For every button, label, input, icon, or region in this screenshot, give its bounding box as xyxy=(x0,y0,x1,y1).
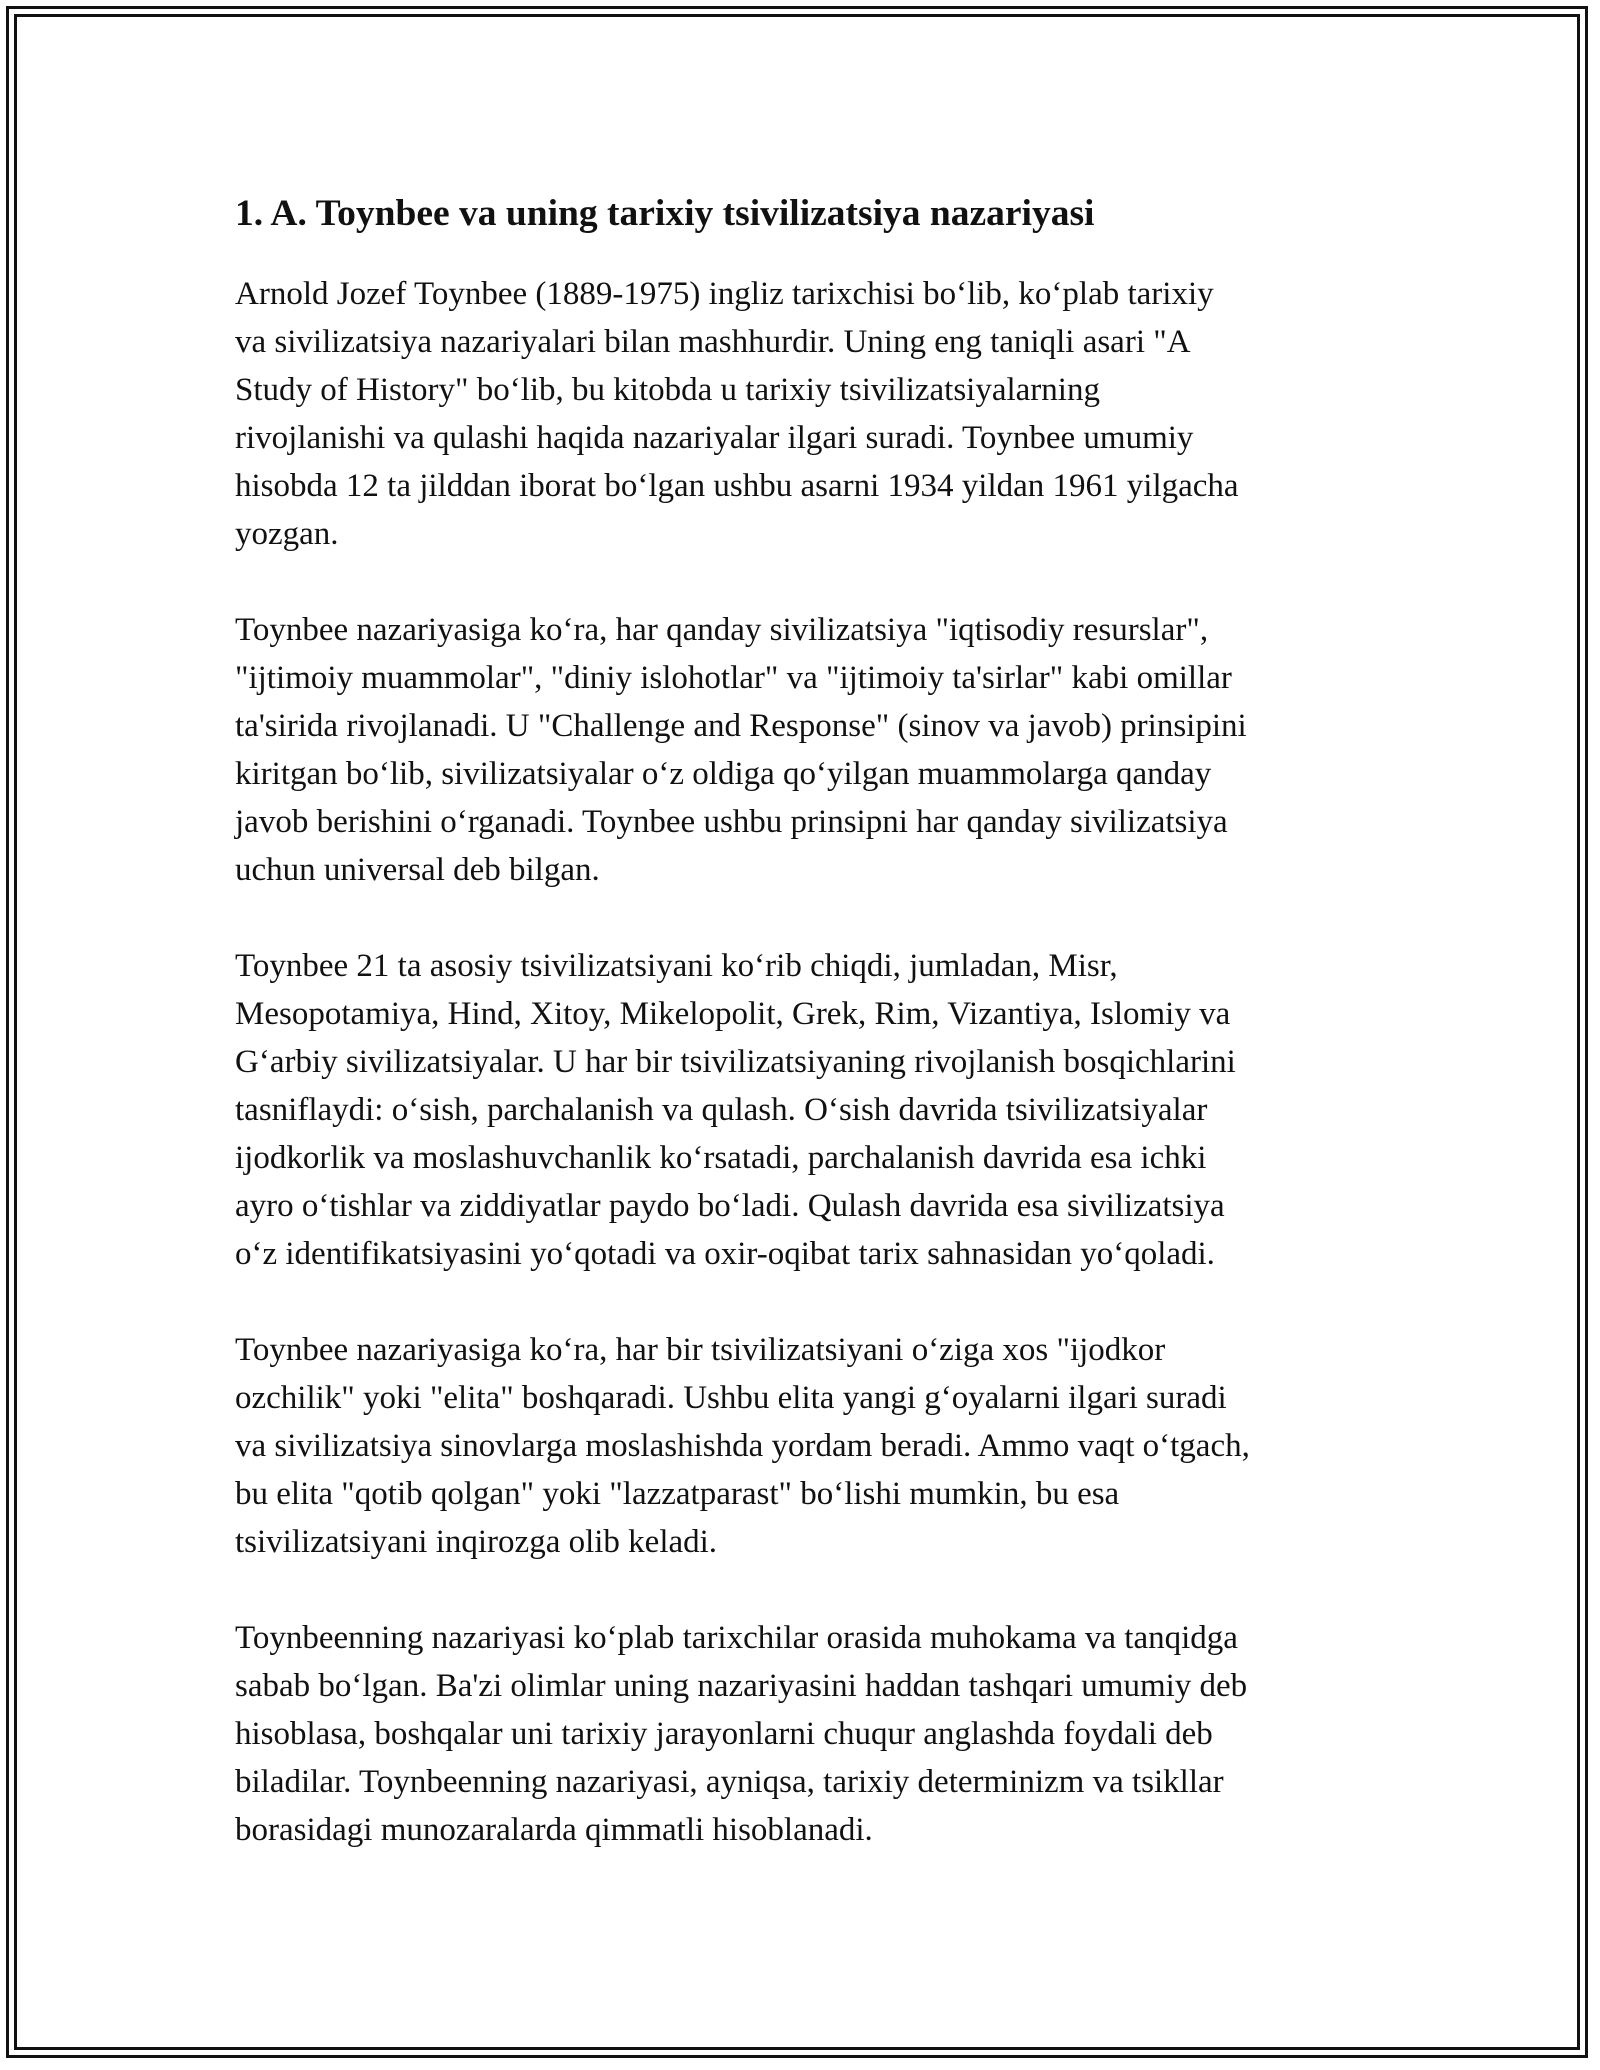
paragraph-line: Toynbee nazariyasiga ko‘ra, har bir tsivilizatsiyani o‘ziga xos "ijodkor xyxy=(235,1332,1166,1368)
paragraph-line: ozchilik" yoki "elita" boshqaradi. Ushbu elita yangi g‘oyalarni ilgari suradi xyxy=(235,1380,1227,1416)
paragraph-line: ta'sirida rivojlanadi. U "Challenge and Response" (sinov va javob) prinsipini xyxy=(235,708,1247,744)
paragraph-line: Study of History" bo‘lib, bu kitobda u tarixiy tsivilizatsiyalarning xyxy=(235,372,1100,408)
paragraph-line: biladilar. Toynbeenning nazariyasi, ayniqsa, tarixiy determinizm va tsikllar xyxy=(235,1764,1224,1800)
paragraph-line: Mesopotamiya, Hind, Xitoy, Mikelopolit, Grek, Rim, Vizantiya, Islomiy va xyxy=(235,996,1231,1032)
paragraph-line: va sivilizatsiya nazariyalari bilan mashhurdir. Uning eng taniqli asari "A xyxy=(235,324,1191,360)
paragraph-line: tsivilizatsiyani inqirozga olib keladi. xyxy=(235,1524,718,1560)
paragraph-line: sabab bo‘lgan. Ba'zi olimlar uning nazariyasini haddan tashqari umumiy deb xyxy=(235,1668,1248,1704)
paragraph-line: rivojlanishi va qulashi haqida nazariyalar ilgari suradi. Toynbee umumiy xyxy=(235,420,1194,456)
section-heading: 1. A. Toynbee va uning tarixiy tsivilizatsiya nazariyasi xyxy=(235,193,1095,234)
paragraph xyxy=(235,1614,1375,1854)
paragraph xyxy=(235,270,1375,558)
paragraph-line: ayro o‘tishlar va ziddiyatlar paydo bo‘ladi. Qulash davrida esa sivilizatsiya xyxy=(235,1188,1225,1224)
paragraph-list xyxy=(235,270,1375,1854)
paragraph-line: G‘arbiy sivilizatsiyalar. U har bir tsivilizatsiyaning rivojlanish bosqichlarini xyxy=(235,1044,1236,1080)
paragraph-line: Toynbee 21 ta asosiy tsivilizatsiyani ko‘rib chiqdi, jumladan, Misr, xyxy=(235,948,1118,984)
paragraph-line: tasniflaydi: o‘sish, parchalanish va qulash. O‘sish davrida tsivilizatsiyalar xyxy=(235,1092,1208,1128)
paragraph-line: hisoblasa, boshqalar uni tarixiy jarayonlarni chuqur anglashda foydali deb xyxy=(235,1716,1213,1752)
paragraph xyxy=(235,1326,1375,1566)
paragraph-line: va sivilizatsiya sinovlarga moslashishda yordam beradi. Ammo vaqt o‘tgach, xyxy=(235,1428,1250,1464)
paragraph-line: Toynbeenning nazariyasi ko‘plab tarixchilar orasida muhokama va tanqidga xyxy=(235,1620,1238,1656)
paragraph-line: uchun universal deb bilgan. xyxy=(235,852,600,888)
paragraph-line: "ijtimoiy muammolar", "diniy islohotlar" va "ijtimoiy ta'sirlar" kabi omillar xyxy=(235,660,1232,696)
paragraph-line: borasidagi munozaralarda qimmatli hisoblanadi. xyxy=(235,1812,873,1848)
paragraph-line: kiritgan bo‘lib, sivilizatsiyalar o‘z oldiga qo‘yilgan muammolarga qanday xyxy=(235,756,1212,792)
paragraph-line: o‘z identifikatsiyasini yo‘qotadi va oxir-oqibat tarix sahnasidan yo‘qoladi. xyxy=(235,1236,1215,1272)
document-body xyxy=(235,186,1375,1902)
paragraph-line: ijodkorlik va moslashuvchanlik ko‘rsatadi, parchalanish davrida esa ichki xyxy=(235,1140,1207,1176)
paragraph-line: bu elita "qotib qolgan" yoki "lazzatparast" bo‘lishi mumkin, bu esa xyxy=(235,1476,1120,1512)
paragraph-line: yozgan. xyxy=(235,516,339,552)
paragraph xyxy=(235,606,1375,894)
paragraph-line: javob berishini o‘rganadi. Toynbee ushbu prinsipni har qanday sivilizatsiya xyxy=(235,804,1228,840)
paragraph-line: Arnold Jozef Toynbee (1889-1975) ingliz tarixchisi bo‘lib, ko‘plab tarixiy xyxy=(235,276,1214,312)
paragraph-line: Toynbee nazariyasiga ko‘ra, har qanday sivilizatsiya "iqtisodiy resurslar", xyxy=(235,612,1209,648)
paragraph-line: hisobda 12 ta jilddan iborat bo‘lgan ushbu asarni 1934 yildan 1961 yilgacha xyxy=(235,468,1239,504)
paragraph xyxy=(235,942,1375,1278)
